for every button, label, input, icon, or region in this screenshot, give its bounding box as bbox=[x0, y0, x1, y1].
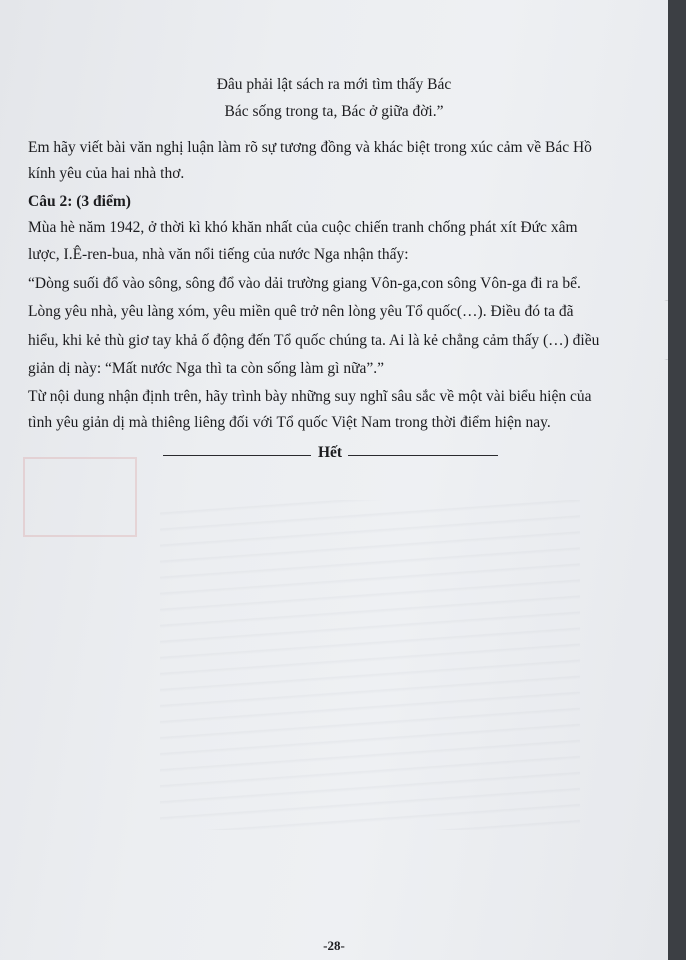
bleed-through-lines bbox=[160, 500, 580, 830]
question2-line: Từ nội dung nhận định trên, hãy trình bày những suy nghĩ sâu sắc về một vài biểu hiện của bbox=[28, 388, 592, 405]
question2-line: giản dị này: “Mất nước Nga thì ta còn sống làm gì nữa”.” bbox=[28, 360, 385, 377]
question2-line: hiểu, khi kẻ thù giơ tay khả ố động đến Tổ quốc chúng ta. Ai là kẻ chẳng cảm thấy (…) điều bbox=[28, 332, 600, 349]
margin-bracket bbox=[664, 300, 668, 360]
question2-line: Lòng yêu nhà, yêu làng xóm, yêu miền quê trở nên lòng yêu Tổ quốc(…). Điều đó ta đã bbox=[28, 303, 574, 320]
end-marker: Hết bbox=[318, 444, 343, 461]
end-divider-right bbox=[348, 455, 498, 456]
faded-stamp bbox=[23, 457, 137, 537]
question2-line: tình yêu giản dị mà thiêng liêng đối với Tổ quốc Việt Nam trong thời điểm hiện nay. bbox=[28, 414, 551, 431]
question1-prompt-line-2: kính yêu của hai nhà thơ. bbox=[28, 165, 185, 182]
question1-prompt-line-1: Em hãy viết bài văn nghị luận làm rõ sự tương đồng và khác biệt trong xúc cảm về Bác Hồ bbox=[28, 139, 592, 156]
question2-line: “Dòng suối đổ vào sông, sông đổ vào dải trường giang Vôn-ga,con sông Vôn-ga đi ra bể. bbox=[28, 275, 581, 292]
bleed-through-text bbox=[465, 49, 666, 222]
end-divider-left bbox=[163, 455, 311, 456]
poem-line-2: Bác sống trong ta, Bác ở giữa đời.” bbox=[224, 103, 444, 120]
poem-line-1: Đâu phải lật sách ra mới tìm thấy Bác bbox=[216, 76, 452, 93]
question2-line: Mùa hè năm 1942, ở thời kì khó khăn nhất của cuộc chiến tranh chống phát xít Đức xâm bbox=[28, 219, 578, 236]
question2-heading: Câu 2: (3 điểm) bbox=[28, 193, 131, 210]
question2-line: lược, I.Ê-ren-bua, nhà văn nổi tiếng của nước Nga nhận thấy: bbox=[28, 246, 409, 263]
page-number: -28- bbox=[323, 938, 345, 953]
